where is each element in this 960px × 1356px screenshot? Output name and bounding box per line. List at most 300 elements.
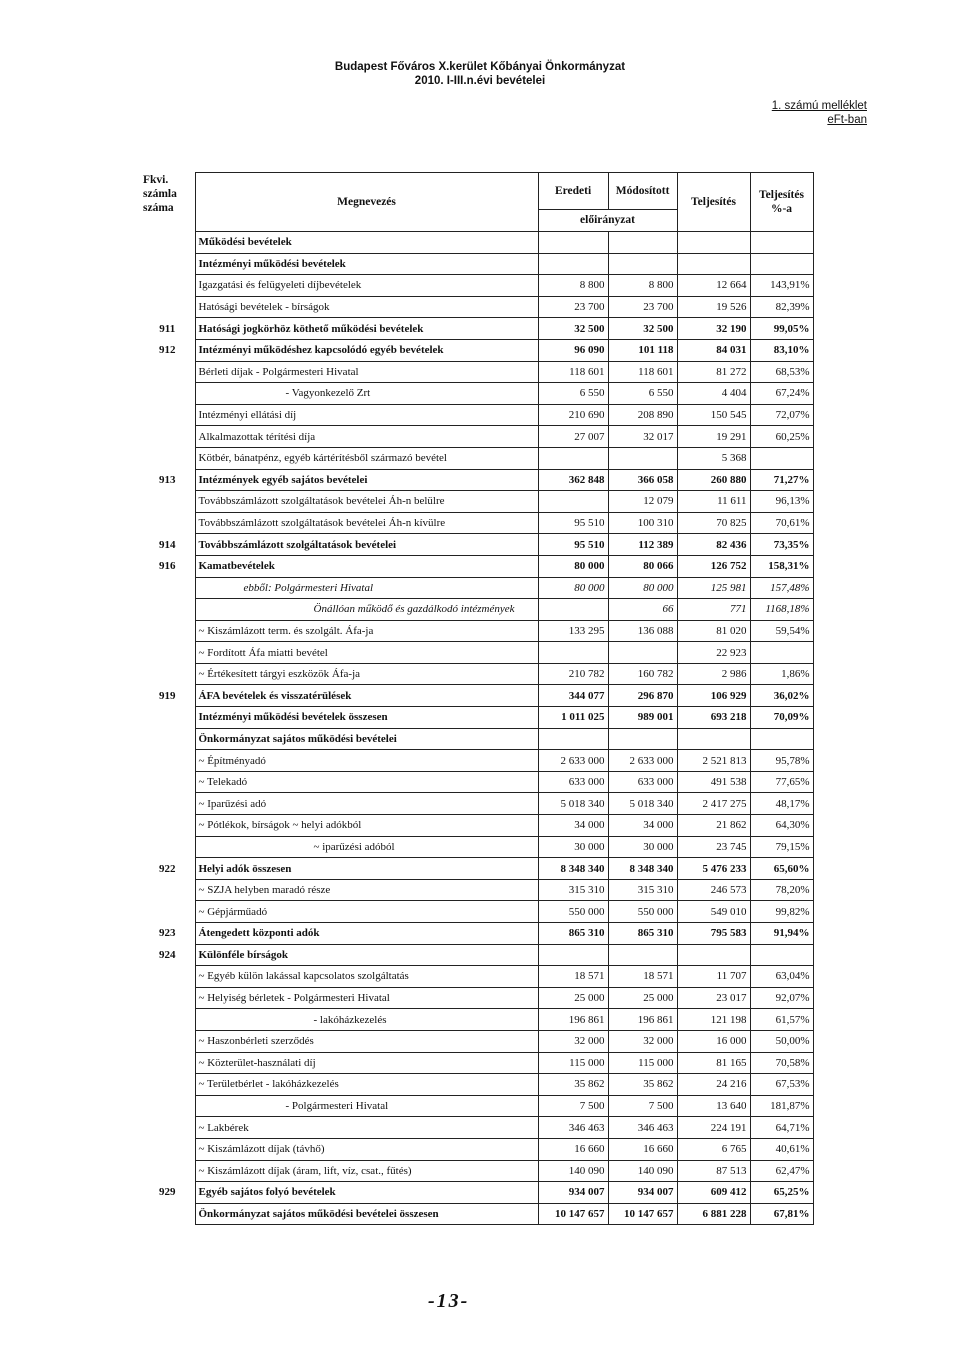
table-row: [140, 404, 813, 426]
row-original: 23 700: [538, 296, 608, 318]
table-row: [140, 361, 813, 383]
row-code: [140, 383, 195, 405]
row-code: [140, 750, 195, 772]
row-pct: 67,24%: [750, 383, 813, 405]
row-original: 865 310: [538, 923, 608, 945]
row-pct: 62,47%: [750, 1160, 813, 1182]
row-original: 633 000: [538, 771, 608, 793]
revenue-table: [140, 172, 814, 1225]
row-modified: [608, 728, 677, 750]
row-name: Intézmények egyéb sajátos bevételei: [195, 469, 538, 491]
table-row: [140, 771, 813, 793]
row-code: [140, 447, 195, 469]
header-code-line3: száma: [143, 201, 174, 214]
row-code: [140, 232, 195, 254]
row-name: ~ Kiszámlázott term. és szolgált. Áfa-ja: [195, 620, 538, 642]
row-name: Intézményi működéshez kapcsolódó egyéb bevételek: [195, 339, 538, 361]
row-pct: 73,35%: [750, 534, 813, 556]
row-actual: 32 190: [677, 318, 750, 340]
row-actual: 126 752: [677, 555, 750, 577]
row-modified: 32 017: [608, 426, 677, 448]
row-original: [538, 599, 608, 621]
row-actual: 21 862: [677, 815, 750, 837]
row-modified: 112 389: [608, 534, 677, 556]
row-actual: 81 020: [677, 620, 750, 642]
row-code: 929: [159, 1186, 176, 1199]
row-actual: 2 986: [677, 663, 750, 685]
table-row: [140, 879, 813, 901]
header-pct-line2: %-a: [770, 203, 793, 215]
row-actual: 13 640: [677, 1095, 750, 1117]
row-modified: 12 079: [608, 491, 677, 513]
row-name: ~ Közterület-használati díj: [195, 1052, 538, 1074]
row-name: ~ Kiszámlázott díjak (távhő): [195, 1138, 538, 1160]
row-pct: 67,53%: [750, 1074, 813, 1096]
row-modified: 989 001: [608, 707, 677, 729]
row-modified: 550 000: [608, 901, 677, 923]
row-actual: 81 165: [677, 1052, 750, 1074]
row-original: 6 550: [538, 383, 608, 405]
page-number: -13-: [428, 1290, 470, 1312]
row-actual: 23 745: [677, 836, 750, 858]
header-pct: [750, 173, 813, 232]
row-original: 118 601: [538, 361, 608, 383]
row-code: 914: [159, 538, 176, 551]
row-original: 196 861: [538, 1009, 608, 1031]
row-original: 32 000: [538, 1030, 608, 1052]
row-actual: 125 981: [677, 577, 750, 599]
row-name: Továbbszámlázott szolgáltatások bevételei Áh-n kívülre: [195, 512, 538, 534]
header-pct-line1: Teljesítés: [759, 189, 804, 201]
header-original: Eredeti: [539, 173, 609, 209]
row-original: [538, 642, 608, 664]
row-pct: 79,15%: [750, 836, 813, 858]
header-code: [140, 173, 195, 232]
row-code: [140, 512, 195, 534]
row-name: ~ Pótlékok, bírságok ~ helyi adókból: [195, 815, 538, 837]
header-appropriation: [538, 173, 677, 232]
row-actual: 6 881 228: [677, 1203, 750, 1225]
row-pct: 99,05%: [750, 318, 813, 340]
row-original: 210 690: [538, 404, 608, 426]
row-original: 1 011 025: [538, 707, 608, 729]
row-original: 210 782: [538, 663, 608, 685]
row-actual: 771: [677, 599, 750, 621]
table-row: [140, 901, 813, 923]
row-actual: 23 017: [677, 987, 750, 1009]
row-name: Kamatbevételek: [195, 555, 538, 577]
row-original: 25 000: [538, 987, 608, 1009]
row-modified: 16 660: [608, 1138, 677, 1160]
row-name: Helyi adók összesen: [195, 858, 538, 880]
row-name: - lakóházkezelés: [195, 1009, 538, 1031]
row-modified: 66: [608, 599, 677, 621]
row-modified: 296 870: [608, 685, 677, 707]
row-pct: 92,07%: [750, 987, 813, 1009]
document-title: Budapest Főváros X.kerület Kőbányai Önkormányzat: [334, 61, 626, 73]
row-modified: 8 348 340: [608, 858, 677, 880]
row-original: 5 018 340: [538, 793, 608, 815]
row-actual: 11 707: [677, 966, 750, 988]
row-pct: [750, 944, 813, 966]
row-name: Egyéb sajátos folyó bevételek: [195, 1182, 538, 1204]
row-modified: 196 861: [608, 1009, 677, 1031]
row-original: [538, 447, 608, 469]
row-pct: 67,81%: [750, 1203, 813, 1225]
row-name: ÁFA bevételek és visszatérülések: [195, 685, 538, 707]
row-pct: 143,91%: [750, 275, 813, 297]
row-pct: 70,58%: [750, 1052, 813, 1074]
row-modified: [608, 232, 677, 254]
row-original: 27 007: [538, 426, 608, 448]
row-modified: 35 862: [608, 1074, 677, 1096]
row-pct: 70,09%: [750, 707, 813, 729]
row-code: [140, 1117, 195, 1139]
row-pct: 95,78%: [750, 750, 813, 772]
table-row: [140, 555, 813, 577]
row-name: Hatósági jogkörhöz köthető működési bevételek: [195, 318, 538, 340]
row-pct: [750, 642, 813, 664]
row-name: - Polgármesteri Hivatal: [195, 1095, 538, 1117]
row-name: ~ Lakbérek: [195, 1117, 538, 1139]
row-original: [538, 253, 608, 275]
row-modified: 8 800: [608, 275, 677, 297]
row-modified: 100 310: [608, 512, 677, 534]
row-actual: 11 611: [677, 491, 750, 513]
row-code: [140, 879, 195, 901]
row-code: [140, 901, 195, 923]
row-original: 346 463: [538, 1117, 608, 1139]
row-pct: [750, 728, 813, 750]
row-original: 30 000: [538, 836, 608, 858]
row-code: [140, 426, 195, 448]
row-pct: 96,13%: [750, 491, 813, 513]
row-code: 922: [159, 862, 176, 875]
row-modified: 118 601: [608, 361, 677, 383]
row-actual: 106 929: [677, 685, 750, 707]
table-row: [140, 1009, 813, 1031]
row-original: 8 800: [538, 275, 608, 297]
row-modified: 160 782: [608, 663, 677, 685]
row-code: [140, 1052, 195, 1074]
row-actual: 70 825: [677, 512, 750, 534]
table-row: [140, 750, 813, 772]
row-name: ~ Helyiség bérletek - Polgármesteri Hivatal: [195, 987, 538, 1009]
table-row: [140, 275, 813, 297]
row-actual: 82 436: [677, 534, 750, 556]
table-row: [140, 599, 813, 621]
row-actual: 2 417 275: [677, 793, 750, 815]
row-name: Továbbszámlázott szolgáltatások bevételei: [195, 534, 538, 556]
row-pct: 82,39%: [750, 296, 813, 318]
row-name: Intézményi ellátási díj: [195, 404, 538, 426]
row-modified: 80 000: [608, 577, 677, 599]
row-modified: 934 007: [608, 1182, 677, 1204]
row-code: [140, 1160, 195, 1182]
table-row: [140, 426, 813, 448]
row-original: 362 848: [538, 469, 608, 491]
row-modified: 80 066: [608, 555, 677, 577]
table-row: [140, 642, 813, 664]
row-pct: 1,86%: [750, 663, 813, 685]
row-modified: 18 571: [608, 966, 677, 988]
row-name: ~ Haszonbérleti szerződés: [195, 1030, 538, 1052]
row-code: 923: [159, 927, 176, 940]
row-code: [140, 1009, 195, 1031]
table-row: [140, 1052, 813, 1074]
row-name: ~ Építményadó: [195, 750, 538, 772]
row-code: 916: [159, 560, 176, 573]
row-code: [140, 1203, 195, 1225]
row-modified: [608, 447, 677, 469]
row-pct: 68,53%: [750, 361, 813, 383]
table-row: [140, 577, 813, 599]
annex-label: [772, 99, 867, 127]
row-modified: [608, 642, 677, 664]
table-row: [140, 620, 813, 642]
row-code: [140, 836, 195, 858]
row-code: 919: [159, 689, 176, 702]
row-code: [140, 966, 195, 988]
header-code-line2: számla: [143, 187, 177, 200]
row-actual: 5 476 233: [677, 858, 750, 880]
row-actual: 491 538: [677, 771, 750, 793]
row-actual: 87 513: [677, 1160, 750, 1182]
table-row: [140, 1182, 813, 1204]
row-pct: 64,71%: [750, 1117, 813, 1139]
row-code: [140, 728, 195, 750]
row-code: [140, 491, 195, 513]
row-name: Önkormányzat sajátos működési bevételei: [195, 728, 538, 750]
row-modified: 5 018 340: [608, 793, 677, 815]
header-code-line1: Fkvi.: [143, 173, 169, 186]
row-actual: 121 198: [677, 1009, 750, 1031]
row-actual: [677, 728, 750, 750]
row-actual: 22 923: [677, 642, 750, 664]
table-row: [140, 1138, 813, 1160]
row-code: [140, 793, 195, 815]
row-actual: 84 031: [677, 339, 750, 361]
row-name: ~ Fordított Áfa miatti bevétel: [195, 642, 538, 664]
row-code: [140, 361, 195, 383]
row-actual: 16 000: [677, 1030, 750, 1052]
row-name: Működési bevételek: [195, 232, 538, 254]
row-actual: 6 765: [677, 1138, 750, 1160]
row-name: Különféle bírságok: [195, 944, 538, 966]
table-row: [140, 663, 813, 685]
row-modified: [608, 944, 677, 966]
header-appropriation-label: előirányzat: [580, 214, 635, 226]
row-modified: 865 310: [608, 923, 677, 945]
row-pct: [750, 253, 813, 275]
row-actual: 12 664: [677, 275, 750, 297]
table-row: [140, 383, 813, 405]
row-code: [140, 296, 195, 318]
row-actual: 81 272: [677, 361, 750, 383]
row-original: [538, 232, 608, 254]
table-row: [140, 491, 813, 513]
table-row: [140, 685, 813, 707]
row-original: [538, 944, 608, 966]
row-original: 7 500: [538, 1095, 608, 1117]
row-code: 911: [159, 322, 176, 335]
row-modified: 346 463: [608, 1117, 677, 1139]
row-modified: 315 310: [608, 879, 677, 901]
row-modified: 115 000: [608, 1052, 677, 1074]
row-name: ~ Egyéb külön lakással kapcsolatos szolgáltatás: [195, 966, 538, 988]
row-pct: 63,04%: [750, 966, 813, 988]
row-modified: 136 088: [608, 620, 677, 642]
row-pct: 157,48%: [750, 577, 813, 599]
table-header: [140, 173, 813, 232]
row-original: [538, 728, 608, 750]
annex-number: 1. számú melléklet: [771, 100, 867, 112]
row-original: 34 000: [538, 815, 608, 837]
document-subtitle: 2010. I-III.n.évi bevételei: [414, 75, 546, 87]
row-original: 550 000: [538, 901, 608, 923]
row-actual: 19 291: [677, 426, 750, 448]
row-name: Továbbszámlázott szolgáltatások bevételei Áh-n belülre: [195, 491, 538, 513]
table-row: [140, 1030, 813, 1052]
row-code: [140, 275, 195, 297]
row-original: [538, 491, 608, 513]
row-actual: 795 583: [677, 923, 750, 945]
row-original: 35 862: [538, 1074, 608, 1096]
row-name: Alkalmazottak térítési díja: [195, 426, 538, 448]
table-row: [140, 836, 813, 858]
row-original: 8 348 340: [538, 858, 608, 880]
header-actual: Teljesítés: [677, 173, 750, 232]
row-original: 32 500: [538, 318, 608, 340]
table-row: [140, 707, 813, 729]
table-row: [140, 1095, 813, 1117]
table-row: [140, 1203, 813, 1225]
row-pct: 72,07%: [750, 404, 813, 426]
row-original: 115 000: [538, 1052, 608, 1074]
row-pct: 91,94%: [750, 923, 813, 945]
row-pct: 71,27%: [750, 469, 813, 491]
row-name: Átengedett központi adók: [195, 923, 538, 945]
row-modified: 366 058: [608, 469, 677, 491]
row-pct: 181,87%: [750, 1095, 813, 1117]
row-name: Igazgatási és felügyeleti díjbevételek: [195, 275, 538, 297]
row-code: [140, 1030, 195, 1052]
row-name: Önállóan működő és gazdálkodó intézmények: [195, 599, 538, 621]
row-modified: 23 700: [608, 296, 677, 318]
row-modified: 10 147 657: [608, 1203, 677, 1225]
row-name: Önkormányzat sajátos működési bevételei összesen: [195, 1203, 538, 1225]
row-pct: 70,61%: [750, 512, 813, 534]
row-name: ~ iparűzési adóból: [195, 836, 538, 858]
table-row: [140, 469, 813, 491]
row-name: ~ Kiszámlázott díjak (áram, lift, víz, csat., fűtés): [195, 1160, 538, 1182]
table-row: [140, 944, 813, 966]
table-row: [140, 1160, 813, 1182]
row-pct: 1168,18%: [750, 599, 813, 621]
row-name: ebből: Polgármesteri Hivatal: [195, 577, 538, 599]
table-row: [140, 858, 813, 880]
row-actual: 246 573: [677, 879, 750, 901]
row-name: Hatósági bevételek - bírságok: [195, 296, 538, 318]
table-row: [140, 318, 813, 340]
row-actual: 693 218: [677, 707, 750, 729]
row-pct: 59,54%: [750, 620, 813, 642]
row-actual: 2 521 813: [677, 750, 750, 772]
table-row: [140, 1074, 813, 1096]
row-code: 913: [159, 473, 176, 486]
table-row: [140, 728, 813, 750]
row-name: Intézményi működési bevételek: [195, 253, 538, 275]
row-code: [140, 1138, 195, 1160]
row-modified: 633 000: [608, 771, 677, 793]
row-code: [140, 1074, 195, 1096]
row-code: [140, 404, 195, 426]
row-pct: 40,61%: [750, 1138, 813, 1160]
table-row: [140, 923, 813, 945]
table-row: [140, 966, 813, 988]
row-pct: 36,02%: [750, 685, 813, 707]
row-original: 16 660: [538, 1138, 608, 1160]
row-pct: 64,30%: [750, 815, 813, 837]
row-pct: 78,20%: [750, 879, 813, 901]
table-row: [140, 296, 813, 318]
row-code: [140, 707, 195, 729]
row-code: [140, 1095, 195, 1117]
row-pct: 60,25%: [750, 426, 813, 448]
table-row: [140, 987, 813, 1009]
row-modified: 2 633 000: [608, 750, 677, 772]
row-actual: [677, 253, 750, 275]
row-original: 140 090: [538, 1160, 608, 1182]
row-name: ~ Értékesített tárgyi eszközök Áfa-ja: [195, 663, 538, 685]
row-actual: 150 545: [677, 404, 750, 426]
row-name: - Vagyonkezelő Zrt: [195, 383, 538, 405]
row-original: 2 633 000: [538, 750, 608, 772]
row-actual: 549 010: [677, 901, 750, 923]
row-pct: 61,57%: [750, 1009, 813, 1031]
row-original: 80 000: [538, 555, 608, 577]
row-pct: 65,25%: [750, 1182, 813, 1204]
row-code: [140, 620, 195, 642]
row-modified: 25 000: [608, 987, 677, 1009]
row-original: 315 310: [538, 879, 608, 901]
row-name: ~ Telekadó: [195, 771, 538, 793]
row-code: [140, 771, 195, 793]
row-original: 95 510: [538, 512, 608, 534]
row-pct: [750, 232, 813, 254]
row-code: [140, 599, 195, 621]
row-name: ~ Területbérlet - lakóházkezelés: [195, 1074, 538, 1096]
table-row: [140, 534, 813, 556]
row-actual: 609 412: [677, 1182, 750, 1204]
row-original: 18 571: [538, 966, 608, 988]
row-pct: 48,17%: [750, 793, 813, 815]
row-original: 96 090: [538, 339, 608, 361]
row-pct: 65,60%: [750, 858, 813, 880]
row-original: 80 000: [538, 577, 608, 599]
row-original: 133 295: [538, 620, 608, 642]
row-original: 10 147 657: [538, 1203, 608, 1225]
row-modified: 6 550: [608, 383, 677, 405]
row-actual: 4 404: [677, 383, 750, 405]
row-name: ~ SZJA helyben maradó része: [195, 879, 538, 901]
row-name: ~ Iparűzési adó: [195, 793, 538, 815]
row-code: 924: [159, 948, 176, 961]
row-code: [140, 577, 195, 599]
row-pct: [750, 447, 813, 469]
row-code: 912: [159, 344, 176, 357]
table-row: [140, 1117, 813, 1139]
